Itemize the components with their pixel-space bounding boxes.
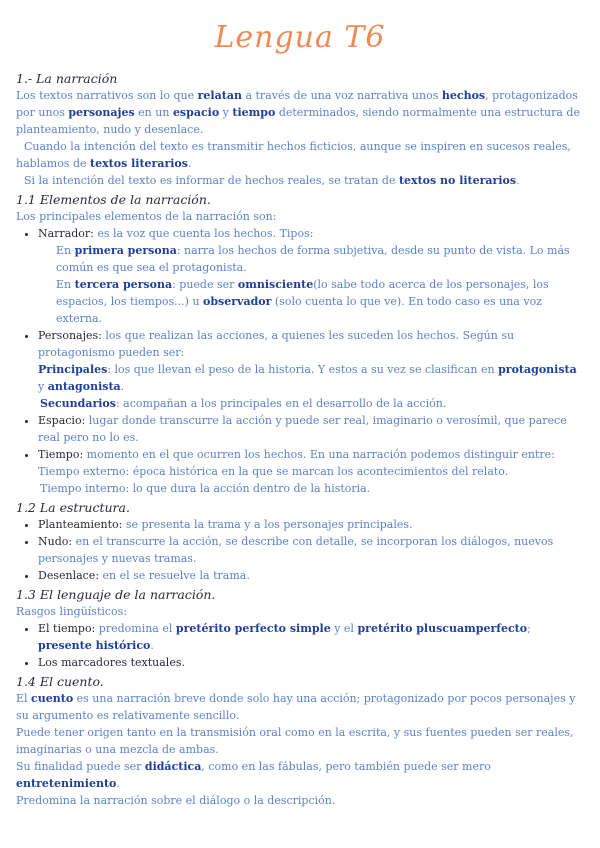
item-text: lugar donde transcurre la acción y puede ser real, imaginario o verosímil, que parece real pero no lo es. bbox=[38, 414, 567, 444]
keyword: presente histórico bbox=[38, 639, 151, 652]
text: (lo sabe todo acerca de los personajes, los espacios, los tiempos...) u bbox=[56, 278, 549, 308]
page-title: Lengua T6 bbox=[214, 20, 386, 55]
text: : acompañan a los principales en el desarrollo de la acción. bbox=[115, 397, 447, 410]
item-label: Desenlace: bbox=[38, 569, 100, 582]
paragraph-cuento-predomina: Predomina la narración sobre el diálogo o la descripción. bbox=[16, 794, 336, 807]
text: . bbox=[120, 380, 125, 393]
paragraph-intro: Los principales elementos de la narración son: bbox=[16, 210, 277, 223]
tiempo-interno: Tiempo interno: lo que dura la acción dentro de la historia. bbox=[40, 482, 371, 495]
item-label: Los marcadores textuales. bbox=[38, 656, 185, 669]
text: predomina el bbox=[95, 622, 176, 635]
keyword: protagonista bbox=[498, 363, 577, 376]
text: . bbox=[187, 157, 192, 170]
item-text: en el transcurre la acción, se describe con detalle, se incorporan los diálogos, nuevos personajes y nuevas tramas. bbox=[38, 535, 554, 565]
item-label: El tiempo: bbox=[38, 622, 96, 635]
list-item-el-tiempo bbox=[38, 620, 584, 654]
text: El bbox=[16, 692, 32, 705]
keyword: textos no literarios bbox=[398, 174, 517, 187]
text: : narra los hechos de forma subjetiva, desde su punto de vista. Lo más común es que sea el protagonista. bbox=[56, 244, 570, 274]
text: y bbox=[38, 380, 48, 393]
item-label: Planteamiento: bbox=[38, 518, 123, 531]
keyword: tiempo bbox=[232, 106, 276, 119]
paragraph-literarios bbox=[16, 138, 584, 172]
narrador-primera-persona bbox=[38, 242, 584, 276]
paragraph-cuento-finalidad bbox=[16, 758, 584, 792]
keyword: omnisciente bbox=[237, 278, 314, 291]
text: y el bbox=[330, 622, 358, 635]
keyword: Principales bbox=[38, 363, 108, 376]
text: . bbox=[116, 777, 120, 790]
text: En bbox=[56, 244, 75, 257]
paragraph-cuento-origen: Puede tener origen tanto en la transmisión oral como en la escrita, y sus fuentes pueden ser reales, imaginarias o una mezcla de ambas. bbox=[16, 726, 574, 756]
personajes-principales bbox=[38, 361, 584, 395]
keyword: tercera persona bbox=[74, 278, 173, 291]
list-item-planteamiento bbox=[38, 516, 584, 533]
item-label: Narrador: bbox=[38, 227, 94, 240]
text: y bbox=[219, 106, 233, 119]
text: , como en las fábulas, pero también puede ser mero bbox=[201, 760, 491, 773]
keyword: espacio bbox=[172, 106, 220, 119]
item-text: se presenta la trama y a los personajes principales. bbox=[122, 518, 413, 531]
item-text: es la voz que cuenta los hechos. Tipos: bbox=[93, 227, 314, 240]
paragraph-rasgos: Rasgos lingüísticos: bbox=[16, 605, 128, 618]
item-label: Nudo: bbox=[38, 535, 73, 548]
text: Su finalidad puede ser bbox=[16, 760, 145, 773]
text: (solo cuenta lo que ve). En todo caso es una voz externa. bbox=[56, 295, 542, 325]
keyword: primera persona bbox=[74, 244, 177, 257]
keyword: didáctica bbox=[144, 760, 202, 773]
section-heading-narracion: 1.- La narración bbox=[16, 71, 118, 86]
item-label: Personajes: bbox=[38, 329, 102, 342]
section-heading-estructura: 1.2 La estructura. bbox=[16, 500, 130, 515]
language-list bbox=[16, 620, 584, 671]
text: . bbox=[516, 174, 520, 187]
narrador-tercera-persona bbox=[38, 276, 584, 327]
keyword: pretérito pluscuamperfecto bbox=[357, 622, 528, 635]
elements-list bbox=[16, 225, 584, 497]
keyword: antagonista bbox=[47, 380, 121, 393]
personajes-secundarios bbox=[38, 395, 584, 412]
keyword: entretenimiento bbox=[16, 777, 117, 790]
list-item-nudo bbox=[38, 533, 584, 567]
paragraph-no-literarios bbox=[16, 172, 584, 189]
keyword: personajes bbox=[68, 106, 135, 119]
text: es una narración breve donde solo hay una acción; protagonizado por pocos personajes y su argumento es relativamente sencillo. bbox=[16, 692, 576, 722]
text: a través de una voz narrativa unos bbox=[241, 89, 442, 102]
section-heading-cuento: 1.4 El cuento. bbox=[16, 674, 104, 689]
keyword: pretérito perfecto simple bbox=[175, 622, 331, 635]
item-text: los que realizan las acciones, a quienes les suceden los hechos. Según su protagonismo pueden ser: bbox=[38, 329, 515, 359]
section-heading-lenguaje: 1.3 El lenguaje de la narración. bbox=[16, 587, 216, 602]
list-item-marcadores bbox=[38, 654, 584, 671]
paragraph-definition bbox=[16, 87, 584, 138]
text: determinados, siendo normalmente una estructura de planteamiento, nudo y desenlace. bbox=[16, 106, 580, 136]
item-text: momento en el que ocurren los hechos. En una narración podemos distinguir entre: bbox=[83, 448, 555, 461]
keyword: relatan bbox=[197, 89, 242, 102]
list-item-narrador bbox=[38, 225, 584, 327]
keyword: textos literarios bbox=[90, 157, 188, 170]
list-item-desenlace bbox=[38, 567, 584, 584]
text: . bbox=[150, 639, 154, 652]
text: Si la intención del texto es informar de hechos reales, se tratan de bbox=[24, 174, 399, 187]
paragraph-cuento-definicion bbox=[16, 690, 584, 724]
item-label: Tiempo: bbox=[38, 448, 84, 461]
list-item-tiempo bbox=[38, 446, 584, 497]
text: en un bbox=[134, 106, 173, 119]
keyword: hechos bbox=[441, 89, 486, 102]
section-heading-elementos: 1.1 Elementos de la narración. bbox=[16, 192, 211, 207]
text: Cuando la intención del texto es transmitir hechos ficticios, aunque se inspiren en sucesos reales, hablamos de bbox=[16, 140, 571, 170]
tiempo-externo: Tiempo externo: época histórica en la que se marcan los acontecimientos del relato. bbox=[38, 465, 509, 478]
text: ; bbox=[527, 622, 531, 635]
text: : puede ser bbox=[172, 278, 238, 291]
structure-list bbox=[16, 516, 584, 584]
list-item-espacio bbox=[38, 412, 584, 446]
item-label: Espacio: bbox=[38, 414, 86, 427]
item-text: en el se resuelve la trama. bbox=[99, 569, 250, 582]
text: : los que llevan el peso de la historia. Y estos a su vez se clasifican en bbox=[107, 363, 499, 376]
text: Los textos narrativos son lo que bbox=[16, 89, 198, 102]
keyword: cuento bbox=[31, 692, 74, 705]
text: , protagonizados por unos bbox=[16, 89, 578, 119]
keyword: observador bbox=[203, 295, 272, 308]
text: En bbox=[56, 278, 75, 291]
keyword: Secundarios bbox=[40, 397, 116, 410]
list-item-personajes bbox=[38, 327, 584, 412]
